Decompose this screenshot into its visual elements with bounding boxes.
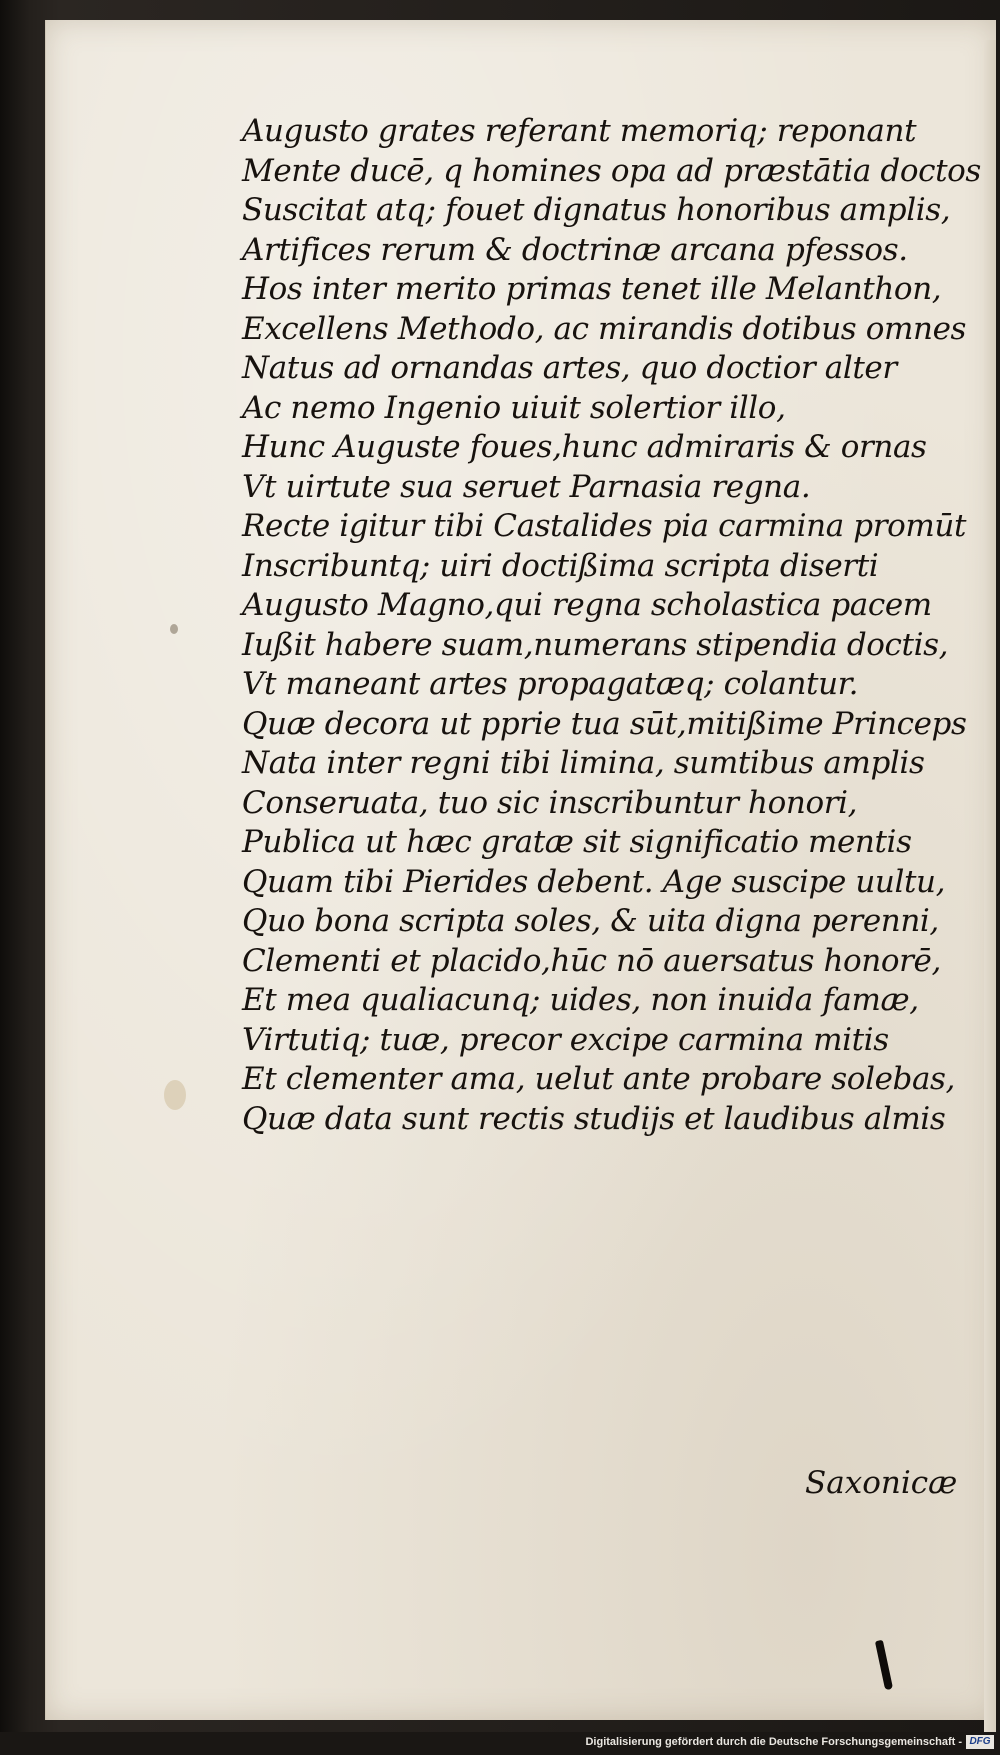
verse-line: Iußit habere suam,numerans stipendia doctis,: [242, 626, 949, 663]
verse-line: Ac nemo Ingenio uiuit solertior illo,: [242, 389, 786, 426]
dfg-logo: DFG: [966, 1735, 994, 1749]
verse-line: Quæ decora ut pprie tua sūt,mitißime Princeps: [242, 705, 967, 742]
digitization-credit: Digitalisierung gefördert durch die Deutsche Forschungsgemeinschaft -: [585, 1736, 962, 1748]
verse-text-block: [242, 112, 982, 1139]
verse-line: Conseruata, tuo sic inscribuntur honori,: [242, 784, 858, 821]
verse-line: Recte igitur tibi Castalides pia carmina promūt: [242, 508, 967, 544]
catchword: Saxonicæ: [805, 1465, 958, 1501]
verse-line: Quæ data sunt rectis studijs et laudibus almis: [242, 1100, 946, 1137]
verse-line: Quo bona scripta soles, & uita digna perenni,: [242, 903, 939, 939]
verse-line: Mente ducē, q homines opa ad præstātia doctos: [242, 152, 981, 189]
verse-line: Publica ut hæc gratæ sit significatio mentis: [242, 824, 912, 860]
verse-line: Quam tibi Pierides debent. Age suscipe uultu,: [242, 863, 946, 900]
page-edge-shadow: [984, 40, 996, 1740]
verse-line: Artifices rerum & doctrinæ arcana pfessos.: [242, 231, 908, 268]
verse-line: Vt maneant artes propagatæq; colantur.: [242, 666, 859, 702]
verse-line: Hunc Auguste foues,hunc admiraris & ornas: [242, 429, 927, 465]
verse-line: Et mea qualiacunq; uides, non inuida famæ,: [242, 982, 919, 1018]
verse-line: Clementi et placido,hūc nō auersatus honorē,: [242, 942, 941, 979]
verse-line: Natus ad ornandas artes, quo doctior alter: [242, 350, 897, 386]
verse-line: Inscribuntq; uiri doctißima scripta diserti: [242, 547, 879, 584]
verse-line: Et clementer ama, uelut ante probare solebas,: [242, 1061, 956, 1097]
verse-line: Virtutiq; tuæ, precor excipe carmina mitis: [242, 1021, 889, 1058]
ink-speck: [170, 624, 178, 634]
verse-line: Augusto Magno,qui regna scholastica pacem: [242, 587, 932, 623]
verse-line: Suscitat atq; fouet dignatus honoribus amplis,: [242, 192, 951, 228]
verse-line: Hos inter merito primas tenet ille Melanthon,: [242, 271, 942, 307]
verse-line: Nata inter regni tibi limina, sumtibus amplis: [242, 745, 925, 781]
verse-line: Augusto grates referant memoriq; reponant: [242, 113, 917, 149]
verse-line: Vt uirtute sua seruet Parnasia regna.: [242, 468, 811, 505]
paper-stain: [164, 1080, 186, 1110]
verse-line: Excellens Methodo, ac mirandis dotibus omnes: [242, 310, 967, 347]
